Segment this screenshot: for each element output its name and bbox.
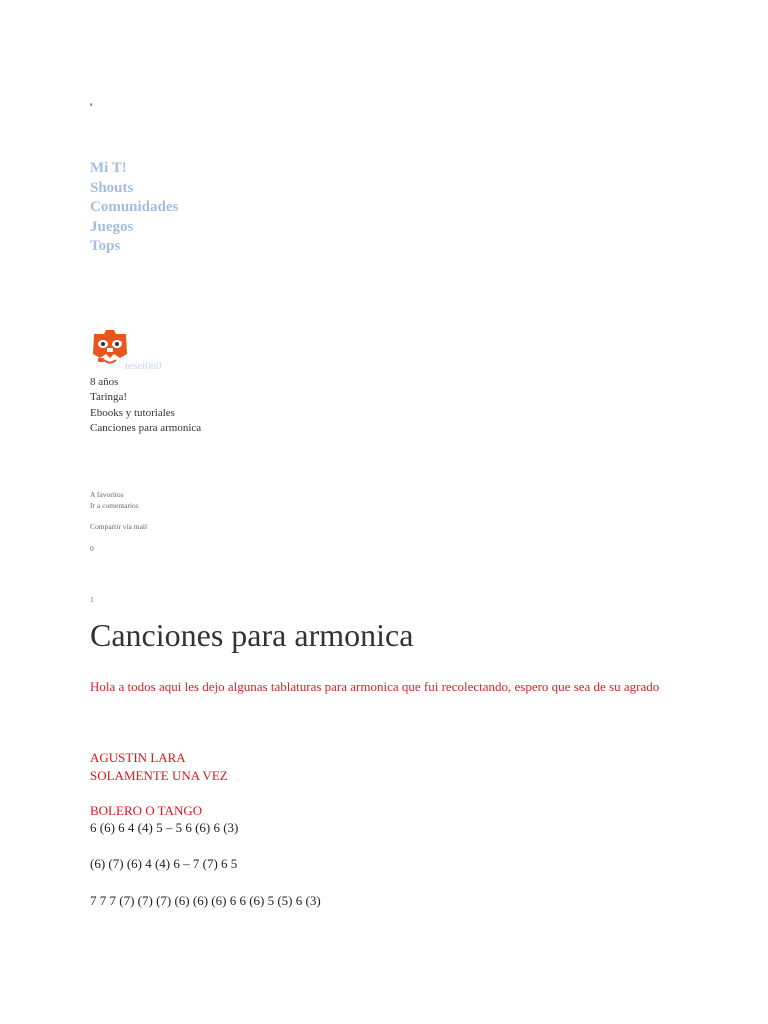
counter-b: 1 — [90, 595, 94, 604]
post-title: Canciones para armonica — [90, 617, 414, 653]
nav-item-mi-t[interactable]: Mi T! — [90, 160, 127, 176]
nav-item-shouts[interactable]: Shouts — [90, 179, 134, 196]
breadcrumb-post: Canciones para armonica — [90, 422, 202, 435]
breadcrumb-category[interactable]: Ebooks y tutoriales — [90, 406, 175, 419]
post-intro: Hola a todos aqui les dejo algunas tablaturas para armonica que fui recolectando, espero que sea de su agrado — [90, 679, 660, 694]
song-style: BOLERO O TANGO — [90, 803, 203, 818]
breadcrumb-site[interactable]: Taringa! — [90, 391, 128, 404]
nav-item-juegos[interactable]: Juegos — [90, 218, 134, 235]
favorites-link[interactable]: A favoritos — [90, 490, 124, 499]
main-nav — [90, 159, 178, 257]
nav-item-tops[interactable]: Tops — [90, 238, 121, 255]
tab-line: (6) (7) (6) 4 (4) 6 – 7 (7) 6 5 — [90, 856, 238, 871]
mask-avatar-icon — [90, 328, 130, 368]
post-meta — [90, 375, 201, 437]
post-age: 8 años — [90, 376, 119, 388]
stray-mark: ' — [90, 100, 93, 114]
artist-name: AGUSTIN LARA — [90, 750, 186, 765]
avatar[interactable] — [90, 328, 130, 368]
nav-item-comunidades[interactable]: Comunidades — [90, 199, 179, 216]
comments-link[interactable]: Ir a comentarios — [90, 501, 139, 510]
author-username[interactable]: tesei0n0 — [125, 360, 162, 372]
tab-line: 6 (6) 6 4 (4) 5 – 5 6 (6) 6 (3) — [90, 820, 239, 835]
song-title: SOLAMENTE UNA VEZ — [90, 768, 228, 783]
counter-a: 0 — [90, 544, 94, 553]
tab-line: 7 7 7 (7) (7) (7) (6) (6) (6) 6 6 (6) 5 (5) 6 (3) — [90, 893, 321, 908]
share-mail-link[interactable]: Compartir vía mail — [90, 522, 148, 531]
